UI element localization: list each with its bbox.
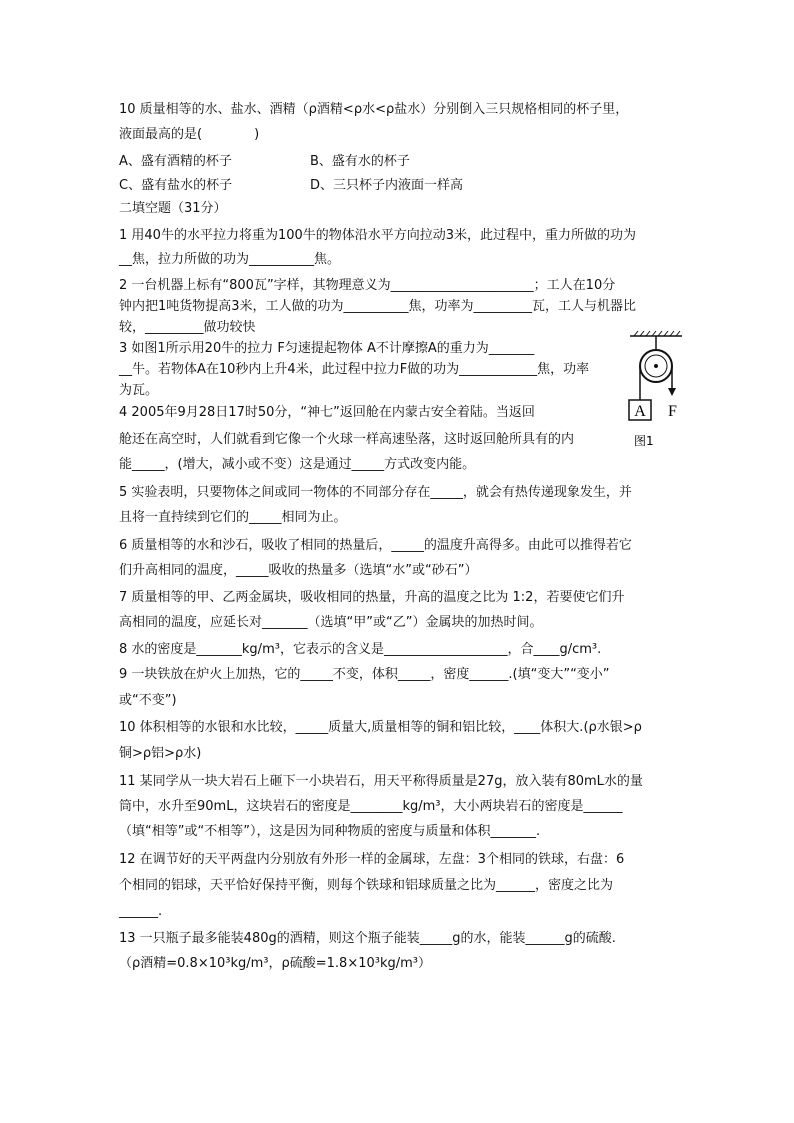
q12-line2: 个相同的铝球，天平恰好保持平衡，则每个铁球和铝球质量之比为______，密度之比为 (119, 878, 614, 893)
q5-line2: 且将一直持续到它们的_____相同为止。 (119, 510, 347, 525)
q13-line1: 13 一只瓶子最多能装480g的酒精，则这个瓶子能装_____g的水，能装______g的硫酸. (119, 931, 616, 946)
q7-line1: 7 质量相等的甲、乙两金属块，吸收相同的热量，升高的温度之比为 1:2，若要使它们升 (119, 590, 625, 605)
q3-line2: __牛。若物体A在10秒内上升4米，此过程中拉力F做的功为____________焦，功率 (119, 362, 590, 377)
q12-line3: ______. (119, 904, 163, 919)
q12-line1: 12 在调节好的天平两盘内分别放有外形一样的金属球，左盘：3个相同的铁球，右盘：6 (119, 852, 625, 867)
section-title: 二填空题（31分） (119, 201, 227, 216)
force-arrow (668, 388, 676, 396)
q4-line2: 舱还在高空时，人们就看到它像一个火球一样高速坠落，这时返回舱所具有的内 (119, 432, 575, 447)
q11-line2: 筒中，水升至90mL，这块岩石的密度是________kg/m³，大小两块岩石的密度是______ (119, 799, 623, 814)
q6-line2: 们升高相同的温度，_____吸收的热量多（选填“水”或“砂石”） (119, 563, 478, 578)
q10-mc-line2: 液面最高的是( ) (119, 127, 260, 142)
q1-line1: 1 用40牛的水平拉力将重为100牛的物体沿水平方向拉动3米，此过程中，重力所做的功为 (119, 228, 637, 243)
q13-line2: （ρ酒精=0.8×10³kg/m³，ρ硫酸=1.8×10³kg/m³） (119, 956, 432, 971)
q8-line1: 8 水的密度是_______kg/m³，它表示的含义是___________________，合____g/cm³. (119, 642, 602, 657)
q4-line1: 4 2005年9月28日17时50分，“神七”返回舱在内蒙古安全着陆。当返回 (119, 405, 535, 420)
pulley-diagram (624, 330, 684, 448)
q9-line2: 或“不变”) (119, 693, 177, 708)
mass-label: A (634, 403, 646, 420)
q10-line1: 10 体积相等的水银和水比较，_____质量大,质量相等的铜和铝比较，____体积大.(ρ水银>ρ (119, 720, 642, 735)
q6-line1: 6 质量相等的水和沙石，吸收了相同的热量后，_____的温度升高得多。由此可以推得若它 (119, 538, 632, 553)
q5-line1: 5 实验表明，只要物体之间或同一物体的不同部分存在_____，就会有热传递现象发生，并 (119, 485, 632, 500)
q2-line3: 较，_________做功较快 (119, 320, 256, 335)
q11-line3: （填“相等”或“不相等”），这是因为同种物质的密度与质量和体积_______. (119, 824, 541, 839)
q2-line1: 2 一台机器上标有“800瓦”字样，其物理意义为______________________；工人在10分 (119, 278, 616, 293)
q10-mc-line1: 10 质量相等的水、盐水、酒精（ρ酒精<ρ水<ρ盐水）分别倒入三只规格相同的杯子里， (119, 102, 629, 117)
q3-line3: 为瓦。 (119, 383, 159, 398)
q7-line2: 高相同的温度，应延长对_______（选填“甲”或“乙”）金属块的加热时间。 (119, 615, 543, 630)
pulley-axle (654, 364, 658, 368)
option-c: C、盛有盐水的杯子 (119, 178, 233, 193)
q1-line2: __焦，拉力所做的功为__________焦。 (119, 252, 341, 267)
pulley-figure (624, 330, 684, 448)
option-d: D、三只杯子内液面一样高 (310, 178, 464, 193)
figure-caption: 图1 (634, 434, 654, 448)
q4-line3: 能_____，(增大，减小或不变）这是通过_____方式改变内能。 (119, 457, 476, 472)
q3-line1: 3 如图1所示用20牛的拉力 F匀速提起物体 A不计摩擦A的重力为_______ (119, 341, 535, 356)
q11-line1: 11 某同学从一块大岩石上砸下一小块岩石，用天平称得质量是27g，放入装有80mL水的量 (119, 774, 643, 789)
q10-line2: 铜>ρ铝>ρ水) (119, 746, 202, 761)
option-a: A、盛有酒精的杯子 (119, 154, 232, 169)
q9-line1: 9 一块铁放在炉火上加热，它的_____不变，体积_____，密度______.(填“变大”“变小” (119, 667, 610, 682)
option-b: B、盛有水的杯子 (310, 154, 410, 169)
q2-line2: 钟内把1吨货物提高3米，工人做的功为__________焦，功率为_________瓦，工人与机器比 (119, 299, 637, 314)
force-label: F (668, 403, 677, 420)
